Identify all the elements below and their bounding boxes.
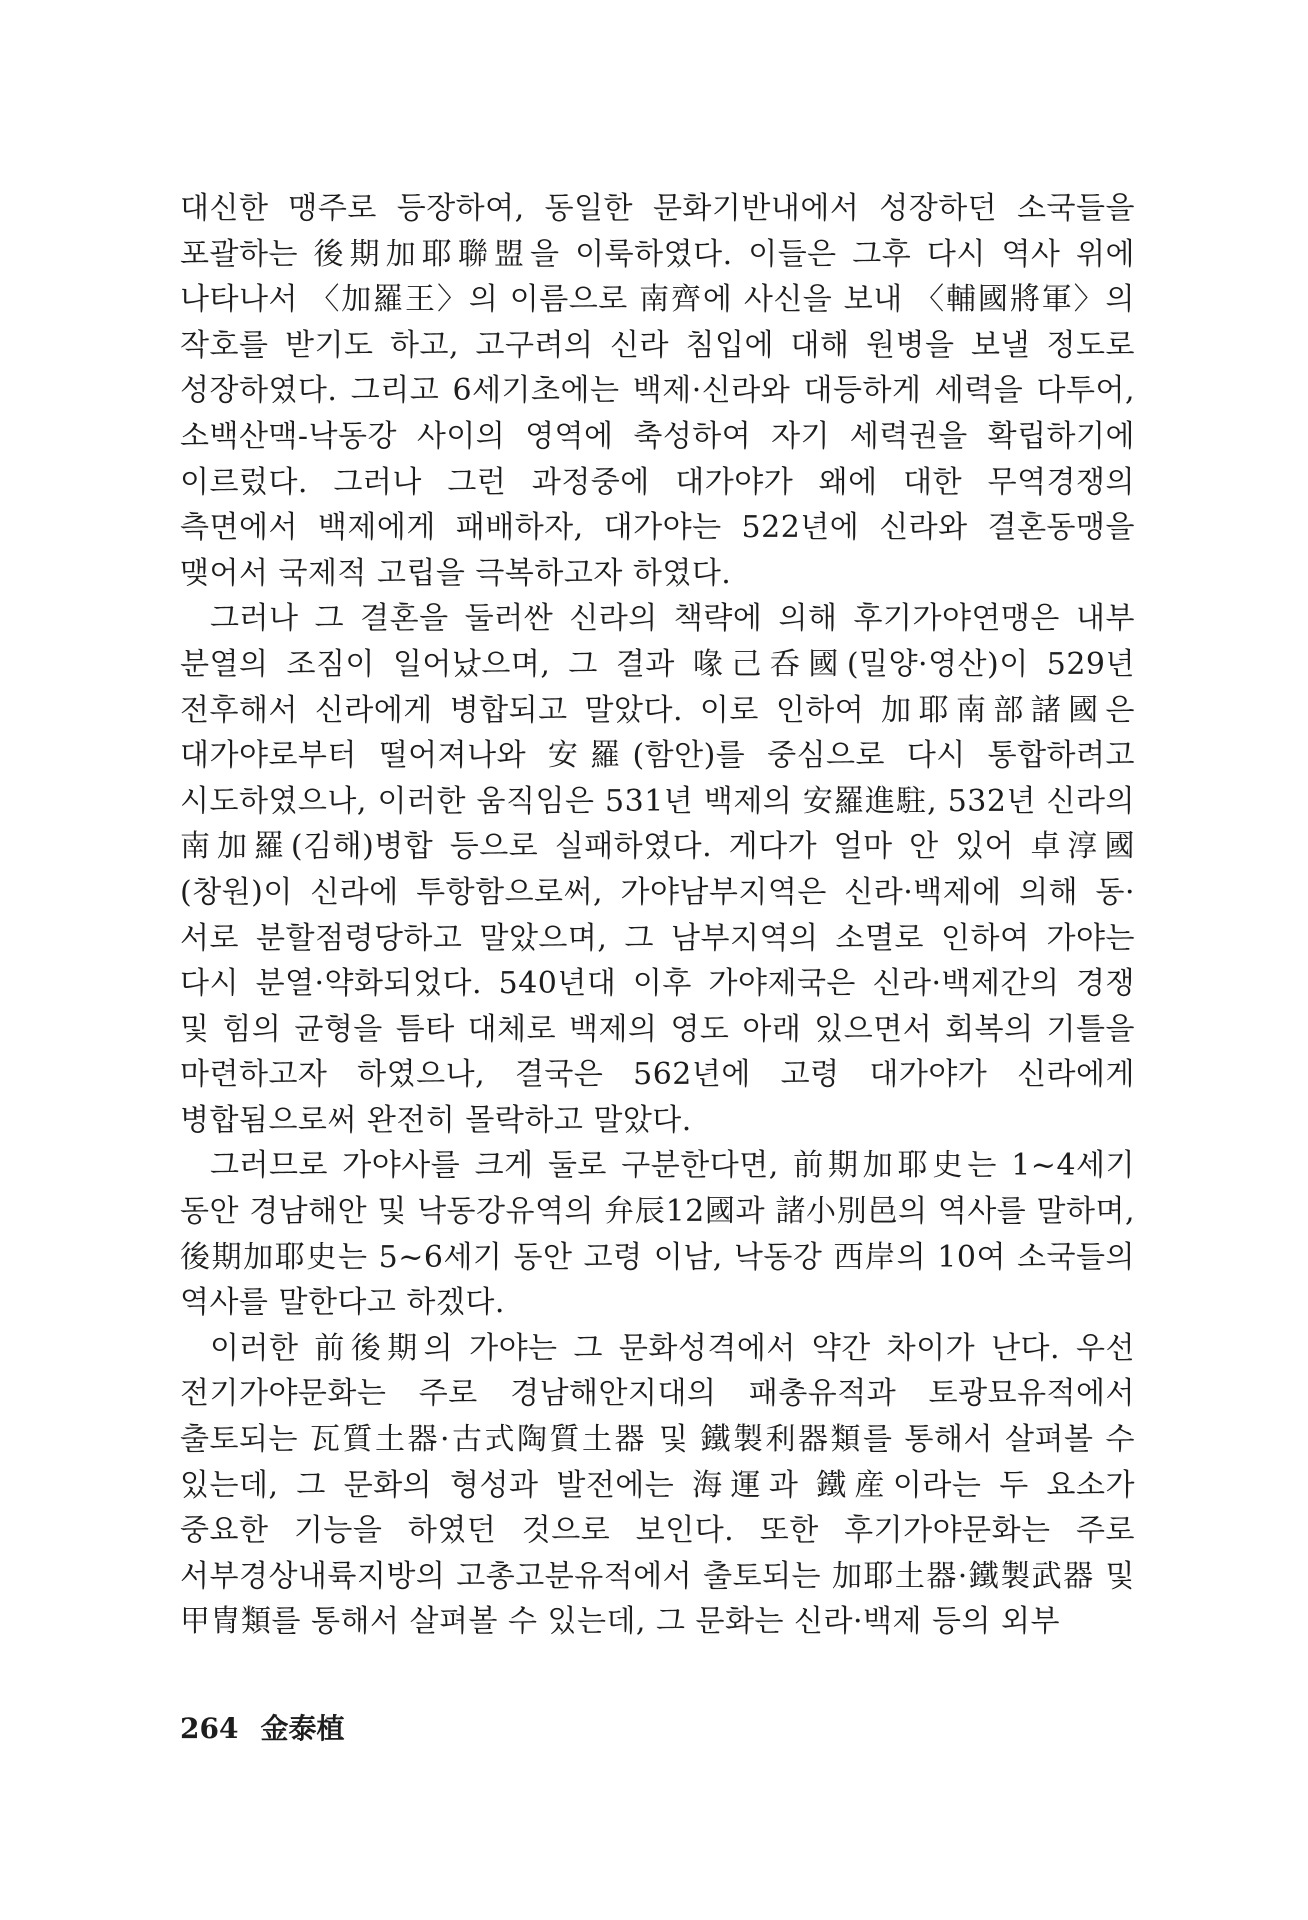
paragraph-1: 대신한 맹주로 등장하여, 동일한 문화기반내에서 성장하던 소국들을 포괄하는 後期加耶聯盟을 이룩하였다. 이들은 그후 다시 역사 위에 나타나서 〈加羅王〉의 이름으로 南齊에 사신을 보내 〈輔國將軍〉의 작호를 받기도 하고, 고구려의 신라 침입에 대해 원병을 보낼 정도로 성장하였다. 그리고 6세기초에는 백제·신라와 대등하게 세력을 다투어, 소백산맥-낙동강 사이의 영역에 축성하여 자기 세력권을 확립하기에 이르렀다. 그러나 그런 과정중에 대가야가 왜에 대한 무역경쟁의 측면에서 백제에게 패배하자, 대가야는 522년에 신라와 결혼동맹을 맺어서 국제적 고립을 극복하고자 하였다. xyxy=(180,191,1135,591)
author-name: 金泰植 xyxy=(260,1712,345,1745)
paragraph-4: 이러한 前後期의 가야는 그 문화성격에서 약간 차이가 난다. 우선 전기가야문화는 주로 경남해안지대의 패총유적과 토광묘유적에서 출토되는 瓦質土器·古式陶質土器 및 鐵製利器類를 통해서 살펴볼 수 있는데, 그 문화의 형성과 발전에는 海運과 鐵産이라는 두 요소가 중요한 기능을 하였던 것으로 보인다. 또한 후기가야문화는 주로 서부경상내륙지방의 고총고분유적에서 출토되는 加耶土器·鐵製武器 및 甲冑類를 통해서 살펴볼 수 있는데, 그 문화는 신라·백제 등의 외부 xyxy=(180,1330,1135,1640)
paragraph-3: 그러므로 가야사를 크게 둘로 구분한다면, 前期加耶史는 1~4세기 동안 경남해안 및 낙동강유역의 弁辰12國과 諸小別邑의 역사를 말하며, 後期加耶史는 5~6세기 동안 고령 이남, 낙동강 西岸의 10여 소국들의 역사를 말한다고 하겠다. xyxy=(180,1148,1135,1321)
page-number: 264 xyxy=(180,1712,239,1745)
body-text xyxy=(180,186,1135,1645)
page-footer xyxy=(180,1707,344,1747)
paragraph-2: 그러나 그 결혼을 둘러싼 신라의 책략에 의해 후기가야연맹은 내부 분열의 조짐이 일어났으며, 그 결과 喙己呑國(밀양·영산)이 529년 전후해서 신라에게 병합되고 말았다. 이로 인하여 加耶南部諸國은 대가야로부터 떨어져나와 安羅(함안)를 중심으로 다시 통합하려고 시도하였으나, 이러한 움직임은 531년 백제의 安羅進駐, 532년 신라의 南加羅(김해)병합 등으로 실패하였다. 게다가 얼마 안 있어 卓淳國(창원)이 신라에 투항함으로써, 가야남부지역은 신라·백제에 의해 동·서로 분할점령당하고 말았으며, 그 남부지역의 소멸로 인하여 가야는 다시 분열·약화되었다. 540년대 이후 가야제국은 신라·백제간의 경쟁 및 힘의 균형을 틈타 대체로 백제의 영도 아래 있으면서 회복의 기틀을 마련하고자 하였으나, 결국은 562년에 고령 대가야가 신라에게 병합됨으로써 완전히 몰락하고 말았다. xyxy=(180,601,1135,1138)
